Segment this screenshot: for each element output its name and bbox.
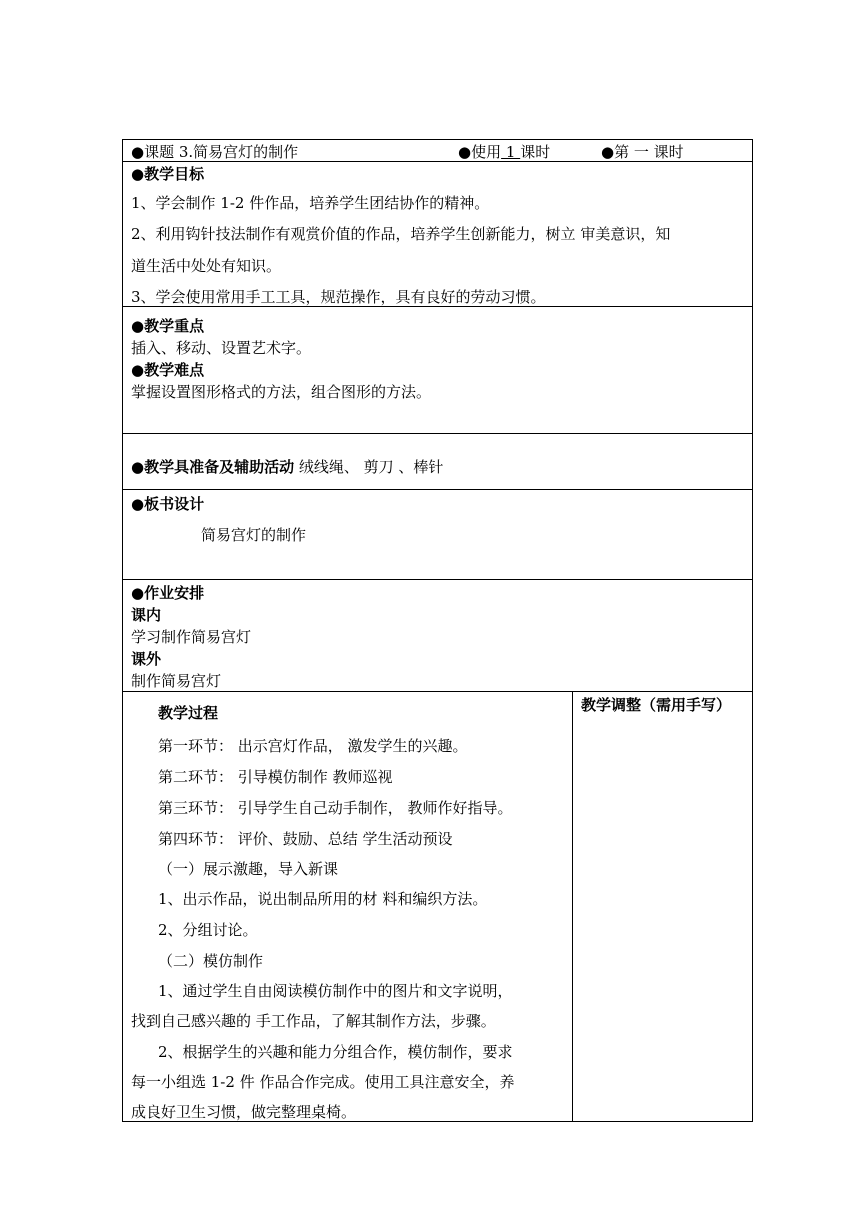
process-line: 2、根据学生的兴趣和能力分组合作，模仿制作，要求 xyxy=(158,1043,513,1061)
keypoints-section xyxy=(122,306,753,434)
materials-text: 绒线绳、 剪刀 、棒针 xyxy=(294,458,444,476)
lesson-plan-table xyxy=(122,139,754,1121)
process-line: 第一环节： 出示宫灯作品， 激发学生的兴趣。 xyxy=(158,737,468,755)
class-hours xyxy=(458,141,550,162)
process-line: （二）模仿制作 xyxy=(158,952,264,970)
homework-section xyxy=(122,579,753,692)
difficulty-text: 掌握设置图形格式的方法，组合图形的方法。 xyxy=(131,383,432,401)
class-hours-prefix: ●使用 xyxy=(458,143,502,161)
process-line: （一）展示激趣，导入新课 xyxy=(158,860,339,878)
after-class-label: 课外 xyxy=(131,650,162,668)
process-line: 每一小组选 1-2 件 作品合作完成。使用工具注意安全，养 xyxy=(131,1073,515,1091)
in-class-text: 学习制作简易宫灯 xyxy=(131,628,252,646)
board-section xyxy=(122,489,753,580)
materials-line xyxy=(131,456,443,477)
process-line: 第二环节： 引导模仿制作 教师巡视 xyxy=(158,768,393,786)
process-line: 第三环节： 引导学生自己动手制作， 教师作好指导。 xyxy=(158,799,513,817)
board-heading: ●板书设计 xyxy=(131,495,205,513)
board-text: 简易宫灯的制作 xyxy=(201,526,307,544)
homework-heading: ●作业安排 xyxy=(131,584,205,602)
goal-item: 2、利用钩针技法制作有观赏价值的作品，培养学生创新能力，树立 审美意识，知 xyxy=(131,225,671,243)
process-section xyxy=(122,691,753,1122)
class-hours-suffix: 课时 xyxy=(520,143,551,161)
process-line: 2、分组讨论。 xyxy=(158,921,258,939)
lesson-number: ●第 一 课时 xyxy=(601,143,684,161)
process-heading: 教学过程 xyxy=(158,704,219,722)
process-line: 成良好卫生习惯，做完整理桌椅。 xyxy=(131,1103,357,1121)
materials-heading: ●教学具准备及辅助活动 xyxy=(131,458,295,476)
goals-heading: ●教学目标 xyxy=(131,165,205,183)
process-line: 找到自己感兴趣的 手工作品，了解其制作方法，步骤。 xyxy=(131,1012,496,1030)
goal-item: 道生活中处处有知识。 xyxy=(131,257,282,275)
topic-title: ●课题 3.简易宫灯的制作 xyxy=(131,143,299,161)
header-row xyxy=(122,139,753,162)
difficulty-heading: ●教学难点 xyxy=(131,361,205,379)
goal-item: 1、学会制作 1-2 件作品，培养学生团结协作的精神。 xyxy=(131,194,490,212)
goal-item: 3、学会使用常用手工工具，规范操作，具有良好的劳动习惯。 xyxy=(131,288,546,306)
class-hours-value: 1 xyxy=(501,143,521,161)
goals-section xyxy=(122,161,753,307)
process-line: 1、通过学生自由阅读模仿制作中的图片和文字说明， xyxy=(158,982,513,1000)
process-line: 第四环节： 评价、鼓励、总结 学生活动预设 xyxy=(158,830,453,848)
in-class-label: 课内 xyxy=(131,606,162,624)
after-class-text: 制作简易宫灯 xyxy=(131,672,222,690)
focus-text: 插入、移动、设置艺术字。 xyxy=(131,339,312,357)
focus-heading: ●教学重点 xyxy=(131,317,205,335)
column-divider xyxy=(572,692,573,1122)
materials-section xyxy=(122,433,753,490)
process-line: 1、出示作品，说出制品所用的材 料和编织方法。 xyxy=(158,890,488,908)
adjust-heading: 教学调整（需用手写） xyxy=(581,696,732,714)
